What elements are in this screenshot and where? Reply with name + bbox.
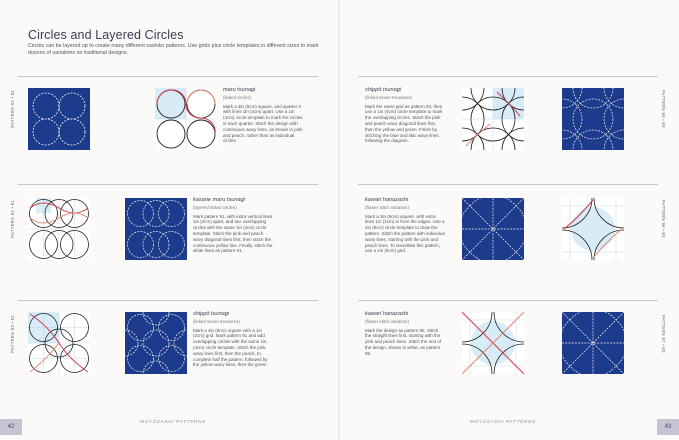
running-footer-right: MOYOZASHI PATTERNS [470, 420, 536, 425]
divider [18, 300, 318, 301]
stitched-sample-kawari-hanazashi [462, 198, 524, 260]
pattern-label: PATTERN 92 • 81 [10, 200, 15, 238]
diagram-kasane-maru-tsunagi [28, 198, 90, 260]
page-number-right: 43 [657, 419, 679, 435]
pattern-label: PATTERN 96 • 83 [661, 200, 666, 238]
pattern-instructions: Mark the same grid as pattern 93, then use a 1in (4cm) circle template to mark the overlapping circles. Stitch the pink and peach wavy diagonal lines first, then the yellow and green. Finish by stitching the blue and lilac wavy lines, following the diagram. [365, 103, 443, 144]
pattern-instructions: Mark a 3in (8cm) square with a 1in (2cm) grid. Mark pattern 91 and add overlapping circles with the same 1in (4cm) circle template. Stitch the pink wavy lines first, then the peach, to complete half the pattern, followed by the yellow wavy lines, then the green. [193, 327, 268, 368]
stitched-sample-shippo-tsunagi-right [562, 88, 624, 150]
divider [358, 184, 658, 185]
pattern-description [193, 198, 273, 254]
page-title: Circles and Layered Circles [28, 28, 184, 42]
stitched-sample-shippo-tsunagi-left [125, 312, 187, 374]
stitched-sample-kawari-hanazashi-straight [562, 312, 624, 374]
pattern-subtitle: (layered linked circles) [193, 204, 237, 210]
stitched-sample-kasane-maru-tsunagi [125, 198, 187, 260]
pattern-description [223, 88, 303, 144]
pattern-label: PATTERN 97 • 83 [661, 315, 666, 353]
divider [358, 76, 658, 77]
pattern-label: PATTERN 91 • 81 [10, 90, 15, 128]
pattern-name: shippō tsunagi [365, 87, 402, 93]
pattern-name: kawari hanazashi [365, 197, 409, 203]
pattern-label: PATTERN 95 • 83 [661, 90, 666, 128]
stitched-sample-maru-tsunagi [28, 88, 90, 150]
pattern-subtitle: (flower stitch variation) [365, 204, 409, 210]
pattern-subtitle: (linked seven treasures) [193, 318, 240, 324]
diagram-kawari-hanazashi [562, 198, 624, 260]
pattern-description [365, 312, 445, 357]
diagram-kawari-hanazashi-straight [462, 312, 524, 374]
pattern-description [365, 198, 445, 254]
diagram-shippo-tsunagi-right [462, 88, 524, 150]
divider [18, 184, 318, 185]
book-gutter [338, 0, 340, 440]
pattern-label: PATTERN 93 • 81 [10, 315, 15, 353]
pattern-instructions: Mark the design as pattern 96. Stitch the straight lines first, starting with the pink and peach lines. Stitch the rest of the design, shown in white, as pattern 95. [365, 327, 442, 356]
running-footer-left: MOYOZASHI PATTERNS [140, 420, 206, 425]
pattern-instructions: Mark a 3in (8cm) square, with extra lines 1in (2cm) in from the edges. Use a 2in (5cm) circle template to draw the pattern. Stitch the pattern with individual wavy lines, starting with the pink and peach lines. To tessellate this pattern, use a 2in (5cm) grid. [365, 213, 445, 254]
pattern-instructions: Mark pattern 91, with extra vertical lines 1in (2cm) apart, and two overlapping circles with the same 1in (4cm) circle template. Stitch the pink and peach wavy diagonal lines first, then stitch the continuous yellow line. Finally, stitch the white lines as pattern 91. [193, 213, 273, 254]
pattern-name: maru tsunagi [223, 87, 256, 93]
divider [18, 76, 318, 77]
pattern-name: kasane maru tsunagi [193, 197, 245, 203]
pattern-subtitle: (linked circles) [223, 94, 252, 100]
diagram-shippo-tsunagi-left [28, 312, 90, 374]
divider [358, 300, 658, 301]
pattern-description [365, 88, 445, 144]
pattern-name: shippō tsunagi [193, 311, 230, 317]
pattern-description [193, 312, 273, 368]
page-number-left: 42 [0, 419, 22, 435]
intro-text: Circles can be layered up to create many different sashiko patterns. Use grids plus circle templates in different sizes to mark dozens of variations on traditional designs. [28, 43, 319, 56]
pattern-name: kawari hanazashi [365, 311, 409, 317]
pattern-subtitle: (linked seven treasures) [365, 94, 412, 100]
pattern-subtitle: (flower stitch variation) [365, 318, 409, 324]
diagram-maru-tsunagi [155, 88, 217, 150]
pattern-instructions: Mark a 3in (8cm) square, and quarter it with lines 1in (4cm) apart. Use a 1in (4cm) circle template to mark the circles in each quarter. Stitch the design with continuous wavy lines, as shown in pink and peach, rather than as individual circles. [223, 103, 303, 144]
